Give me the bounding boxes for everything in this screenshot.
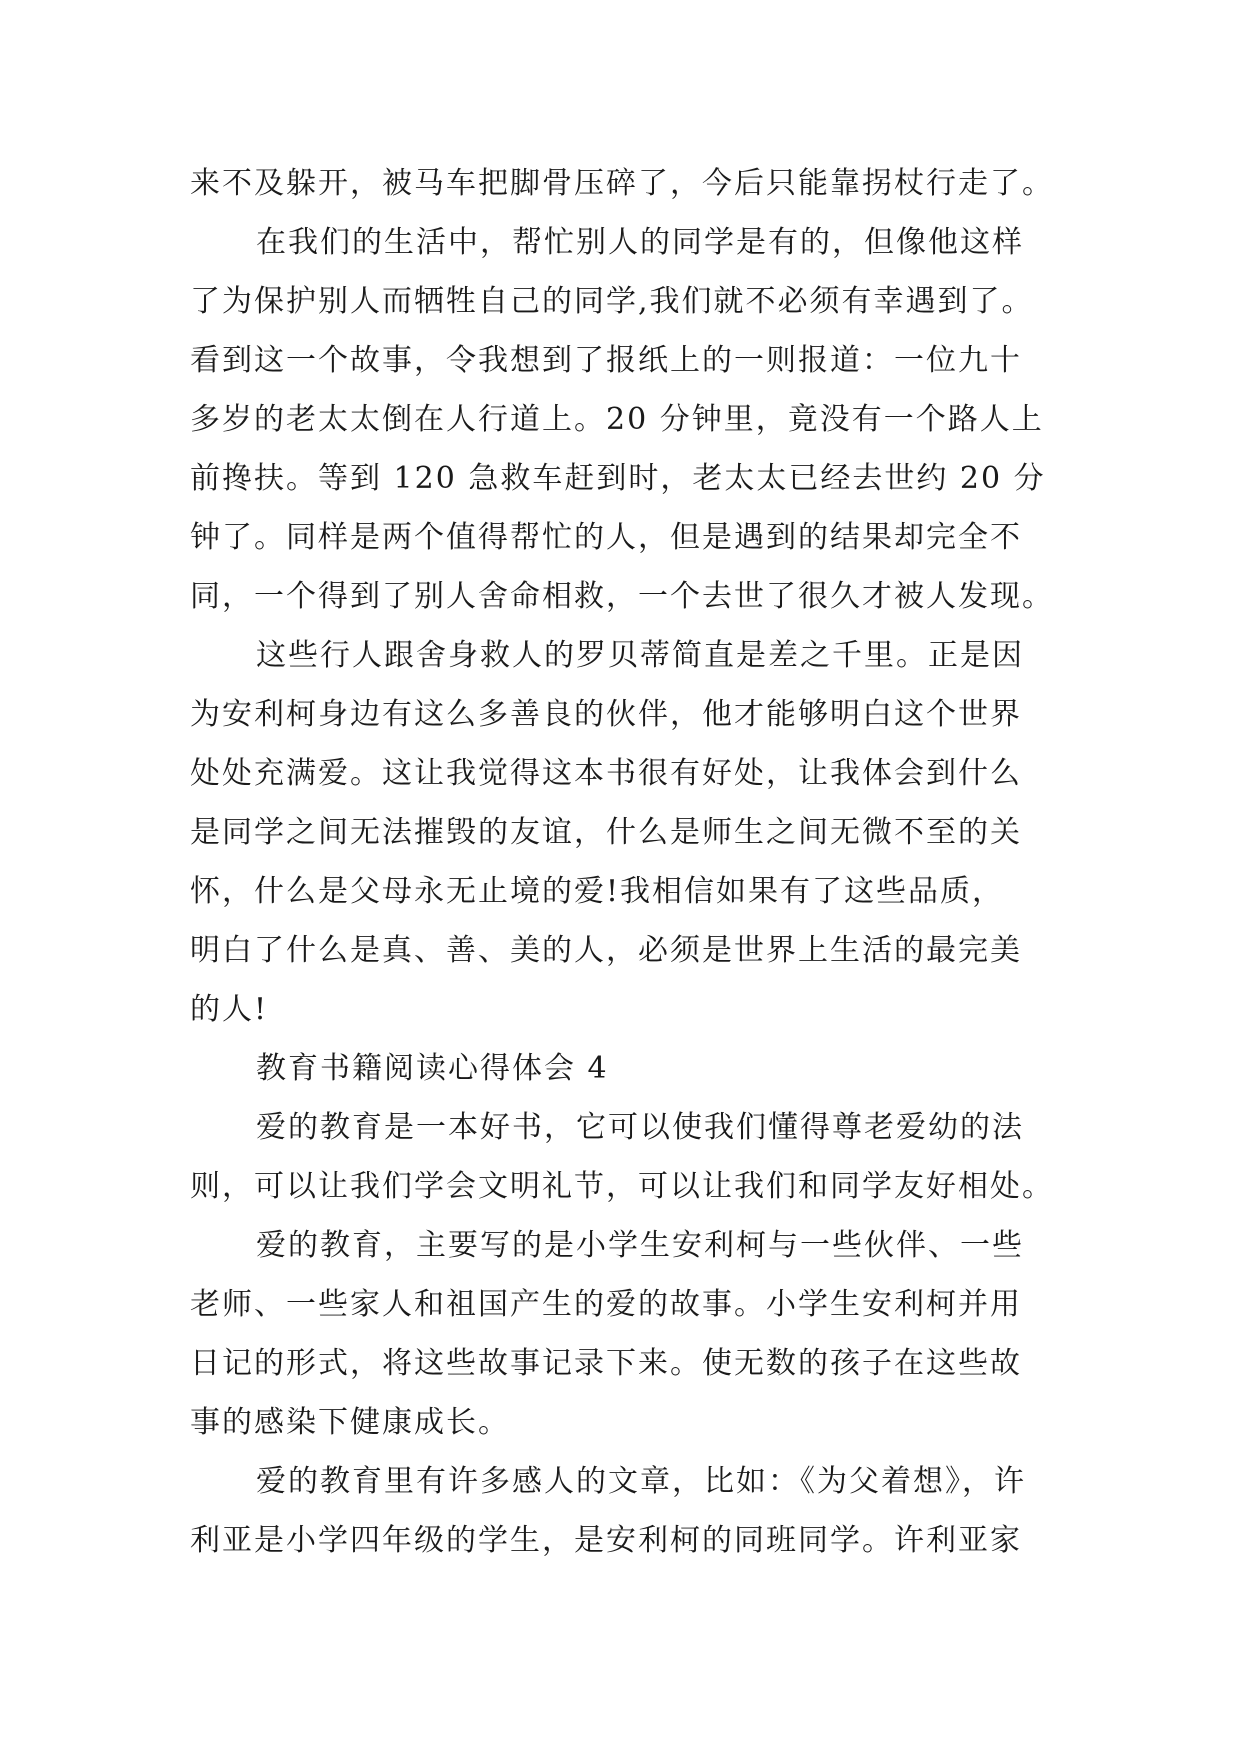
text-line: 明白了什么是真、善、美的人，必须是世界上生活的最完美 [190,933,1022,968]
text-line: 日记的形式，将这些故事记录下来。使无数的孩子在这些故 [190,1346,1022,1381]
text-line: 的人! [190,992,269,1027]
text-line: 同，一个得到了别人舍命相救，一个去世了很久才被人发现。 [190,579,1054,614]
text-line: 为安利柯身边有这么多善良的伙伴，他才能够明白这个世界 [190,697,1022,732]
text-line: 看到这一个故事，令我想到了报纸上的一则报道：一位九十 [190,343,1022,378]
text-line: 怀，什么是父母永无止境的爱!我相信如果有了这些品质， [190,874,1005,909]
text-line: 是同学之间无法摧毁的友谊，什么是师生之间无微不至的关 [190,815,1022,850]
text-line: 了为保护别人而牺牲自己的同学,我们就不必须有幸遇到了。 [190,284,1034,319]
paragraph-start-line: 爱的教育里有许多感人的文章，比如：《为父着想》，许 [256,1464,1026,1499]
text-line: 钟了。同样是两个值得帮忙的人，但是遇到的结果却完全不 [190,520,1022,555]
section-heading: 教育书籍阅读心得体会 4 [256,1051,609,1086]
text-line: 老师、一些家人和祖国产生的爱的故事。小学生安利柯并用 [190,1287,1022,1322]
text-line: 利亚是小学四年级的学生，是安利柯的同班同学。许利亚家 [190,1523,1022,1558]
text-line: 前搀扶。等到 120 急救车赶到时，老太太已经去世约 20 分 [190,461,1046,496]
paragraph-start-line: 爱的教育是一本好书，它可以使我们懂得尊老爱幼的法 [256,1110,1024,1145]
paragraph-start-line: 在我们的生活中，帮忙别人的同学是有的，但像他这样 [256,225,1024,260]
text-line: 来不及躲开，被马车把脚骨压碎了，今后只能靠拐杖行走了。 [190,166,1054,201]
paragraph-start-line: 爱的教育，主要写的是小学生安利柯与一些伙伴、一些 [256,1228,1024,1263]
text-line: 处处充满爱。这让我觉得这本书很有好处，让我体会到什么 [190,756,1022,791]
paragraph-start-line: 这些行人跟舍身救人的罗贝蒂简直是差之千里。正是因 [256,638,1024,673]
text-line: 则，可以让我们学会文明礼节，可以让我们和同学友好相处。 [190,1169,1054,1204]
text-line: 事的感染下健康成长。 [190,1405,510,1440]
text-line: 多岁的老太太倒在人行道上。20 分钟里，竟没有一个路人上 [190,402,1044,437]
